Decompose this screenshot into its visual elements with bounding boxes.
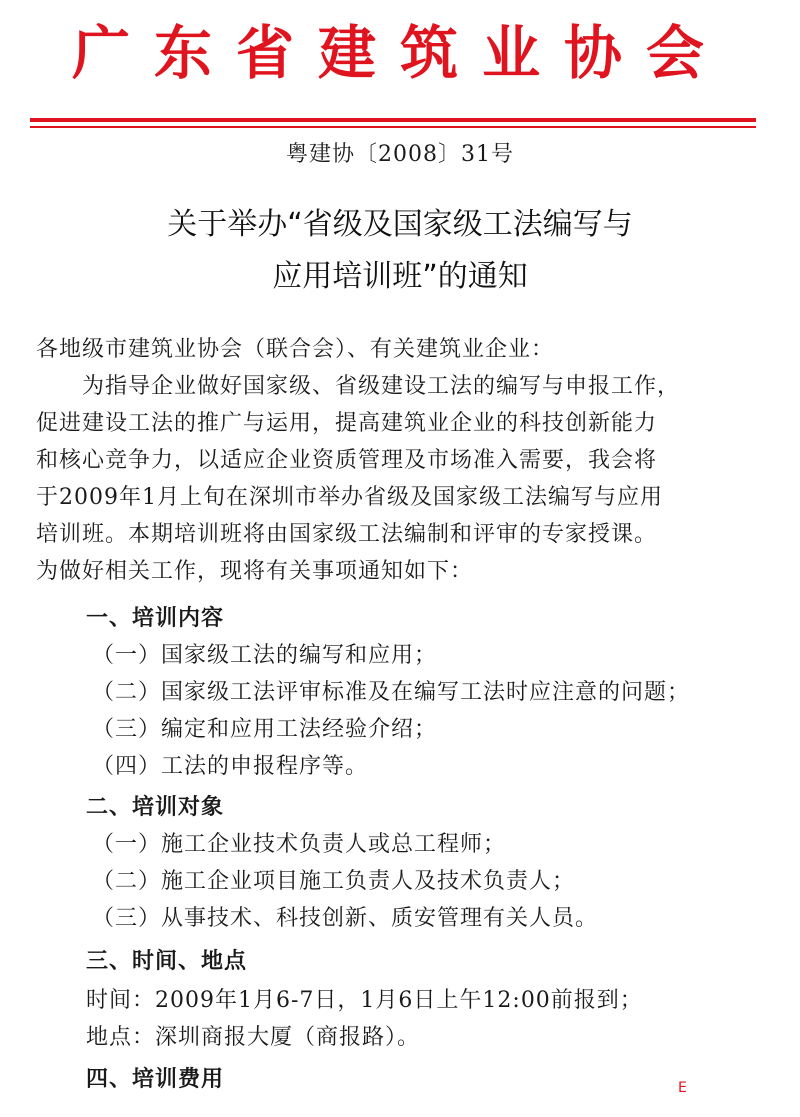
header-rule-thick xyxy=(30,118,756,122)
list-item: （二）国家级工法评审标准及在编写工法时应注意的问题； xyxy=(92,680,691,705)
list-item: （一）国家级工法的编写和应用； xyxy=(92,643,438,668)
section-heading-training-content: 一、培训内容 xyxy=(86,606,225,631)
header-rule-thin xyxy=(30,126,756,128)
list-item: （三）编定和应用工法经验介绍； xyxy=(92,717,438,742)
body-paragraph-line: 和核心竞争力，以适应企业资质管理及市场准入需要，我会将 xyxy=(36,448,658,473)
salutation: 各地级市建筑业协会（联合会）、有关建筑业企业： xyxy=(36,337,555,362)
training-time: 时间：2009年1月6-7日，1月6日上午12:00前报到； xyxy=(86,988,643,1013)
body-paragraph-line: 于2009年1月上旬在深圳市举办省级及国家级工法编写与应用 xyxy=(36,485,663,510)
body-paragraph-line: 培训班。本期培训班将由国家级工法编制和评审的专家授课。 xyxy=(36,522,658,547)
list-item: （一）施工企业技术负责人或总工程师； xyxy=(92,832,507,857)
section-heading-time-place: 三、时间、地点 xyxy=(86,949,248,974)
section-heading-training-fees: 四、培训费用 xyxy=(86,1067,225,1092)
list-item: （四）工法的申报程序等。 xyxy=(92,754,369,779)
body-paragraph-line: 为做好相关工作，现将有关事项通知如下： xyxy=(36,559,474,584)
org-header-title: 广东省建筑业协会 xyxy=(71,19,728,87)
document-title-line-1: 关于举办“省级及国家级工法编写与 xyxy=(167,207,633,242)
body-paragraph-line: 促进建设工法的推广与运用，提高建筑业企业的科技创新能力 xyxy=(36,411,658,436)
body-paragraph-line: 为指导企业做好国家级、省级建设工法的编写与申报工作， xyxy=(82,374,681,399)
corner-mark: E xyxy=(678,1080,687,1096)
training-place: 地点：深圳商报大厦（商报路）。 xyxy=(86,1025,421,1050)
list-item: （二）施工企业项目施工负责人及技术负责人； xyxy=(92,869,576,894)
section-heading-training-targets: 二、培训对象 xyxy=(86,795,225,820)
document-title-line-2: 应用培训班”的通知 xyxy=(272,259,528,294)
document-number: 粤建协〔2008〕31号 xyxy=(286,142,514,167)
list-item: （三）从事技术、科技创新、质安管理有关人员。 xyxy=(92,906,599,931)
